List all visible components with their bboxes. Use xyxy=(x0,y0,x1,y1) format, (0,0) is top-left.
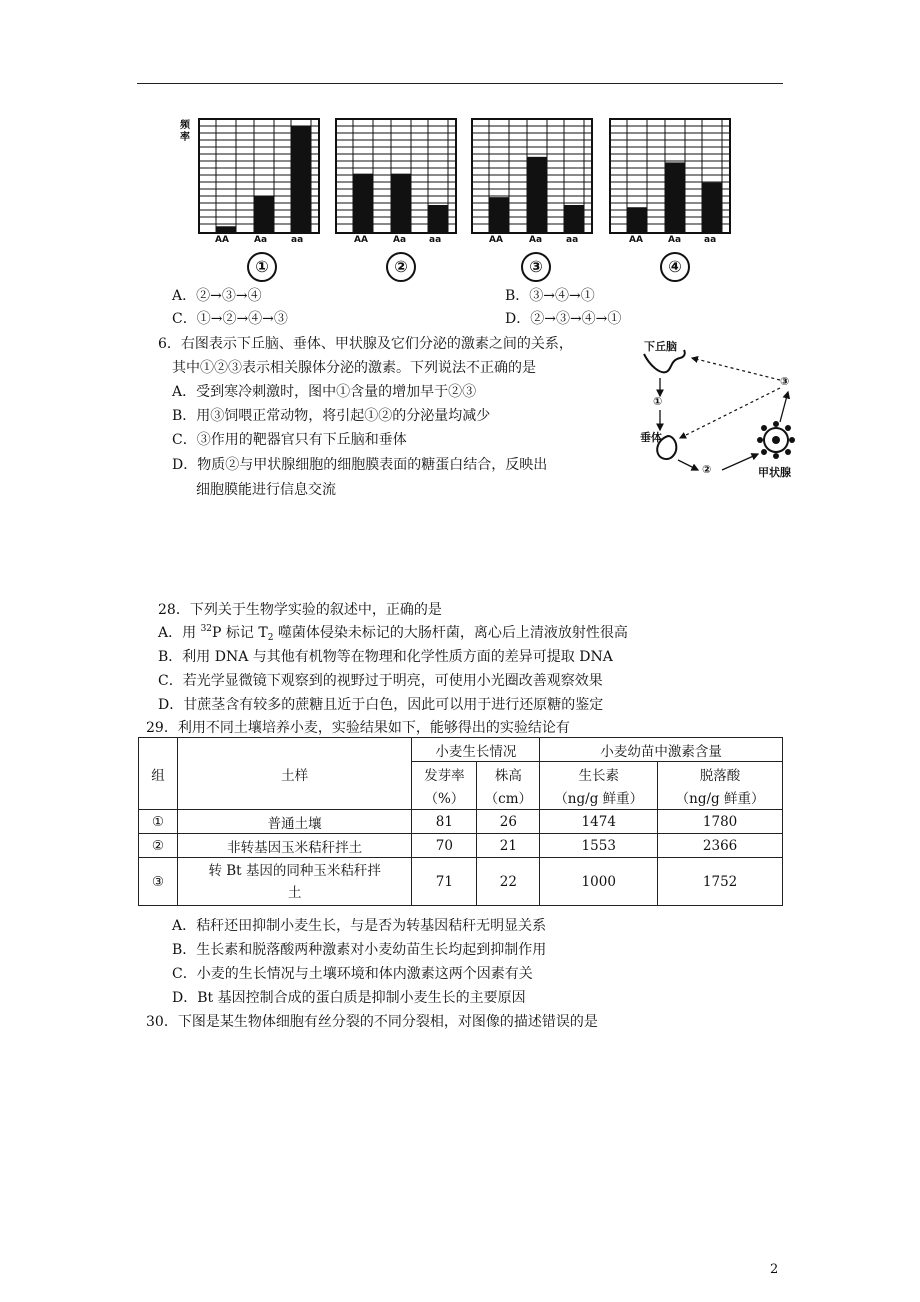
q28-option-b: B．利用 DNA 与其他有机物等在物理和化学性质方面的差异可提取 DNA xyxy=(158,649,613,665)
histogram-1 xyxy=(198,118,320,246)
q29-option-c: C．小麦的生长情况与土壤环境和体内激素这两个因素有关 xyxy=(172,966,533,982)
cell-aba: 1752 xyxy=(658,858,783,906)
cell-aba: 1780 xyxy=(658,810,783,834)
q28-option-a xyxy=(158,622,628,643)
q5-option-b: B．③→④→① xyxy=(505,288,595,304)
q28-option-a-superscript: 32 xyxy=(200,624,213,634)
q29-option-a: A．秸秆还田抑制小麦生长，与是否为转基因秸秆无明显关系 xyxy=(172,918,547,934)
q28-option-c: C．若光学显微镜下观察到的视野过于明亮，可使用小光圈改善观察效果 xyxy=(158,673,603,689)
table-row xyxy=(139,858,783,906)
cell-germ: 70 xyxy=(412,834,477,858)
x-label-aa: aa xyxy=(566,235,579,245)
label-hormone-3: ③ xyxy=(780,375,790,388)
bar-AA xyxy=(216,226,236,233)
chart-ylabel: 频 率 xyxy=(180,120,190,143)
x-label-aa: aa xyxy=(429,235,442,245)
x-label-Aa: Aa xyxy=(668,235,682,245)
q28-option-a-middle: P 标记 T xyxy=(212,625,268,641)
header-height-unit: （cm） xyxy=(477,786,540,810)
histogram-2-label: ② xyxy=(386,252,416,282)
header-soil: 土样 xyxy=(177,738,411,810)
bar-Aa xyxy=(391,174,411,233)
cell-auxin: 1553 xyxy=(540,834,658,858)
table-row xyxy=(139,834,783,858)
q6-option-c: C．③作用的靶器官只有下丘脑和垂体 xyxy=(172,432,407,448)
q6-option-a: A．受到寒冷刺激时，图中①含量的增加早于②③ xyxy=(172,384,477,400)
cell-soil xyxy=(177,858,411,906)
histogram-4-label: ④ xyxy=(660,252,690,282)
q28-option-d: D．甘蔗茎含有较多的蔗糖且近于白色，因此可以用于进行还原糖的鉴定 xyxy=(158,697,604,713)
x-label-aa: aa xyxy=(291,235,304,245)
header-auxin: 生长素 xyxy=(540,762,658,786)
bar-Aa xyxy=(527,157,547,233)
cell-soil-line2: 土 xyxy=(287,884,302,901)
header-germination-unit: （%） xyxy=(412,786,477,810)
q6-option-d: D．物质②与甲状腺细胞的细胞膜表面的糖蛋白结合，反映出 xyxy=(172,457,548,473)
label-pituitary: 垂体 xyxy=(640,431,662,444)
x-label-Aa: Aa xyxy=(393,235,407,245)
q5-option-d: D．②→③→④→① xyxy=(505,311,622,327)
q28-option-a-suffix: 噬菌体侵染未标记的大肠杆菌，离心后上清液放射性很高 xyxy=(273,625,628,641)
q30-stem: 30．下图是某生物体细胞有丝分裂的不同分裂相，对图像的描述错误的是 xyxy=(146,1014,598,1030)
x-label-aa: aa xyxy=(704,235,717,245)
x-label-Aa: Aa xyxy=(529,235,543,245)
label-thyroid: 甲状腺 xyxy=(758,466,791,479)
cell-germ: 71 xyxy=(412,858,477,906)
q6-stem-line2: 其中①②③表示相关腺体分泌的激素。下列说法不正确的是 xyxy=(172,360,536,376)
cell-group: ② xyxy=(139,834,178,858)
bar-Aa xyxy=(665,162,685,233)
q28-option-a-subscript: 2 xyxy=(267,633,274,643)
bar-aa xyxy=(291,125,311,233)
header-aba: 脱落酸 xyxy=(658,762,783,786)
cell-height: 22 xyxy=(477,858,540,906)
cell-group: ① xyxy=(139,810,178,834)
cell-height: 26 xyxy=(477,810,540,834)
header-group: 组 xyxy=(139,738,178,810)
cell-germ: 81 xyxy=(412,810,477,834)
histogram-3 xyxy=(471,118,593,246)
experiment-table xyxy=(138,737,783,906)
cell-aba: 2366 xyxy=(658,834,783,858)
cell-height: 21 xyxy=(477,834,540,858)
q5-option-a: A．②→③→④ xyxy=(172,288,262,304)
x-label-AA: AA xyxy=(489,235,503,245)
histogram-4 xyxy=(609,118,731,246)
q6-stem-line1: 6．右图表示下丘脑、垂体、甲状腺及它们分泌的激素之间的关系， xyxy=(158,336,573,352)
header-hormone: 小麦幼苗中激素含量 xyxy=(540,738,783,762)
endocrine-diagram xyxy=(640,336,810,486)
q6-option-d-continued: 细胞膜能进行信息交流 xyxy=(196,482,336,498)
cell-group: ③ xyxy=(139,858,178,906)
cell-soil: 普通土壤 xyxy=(177,810,411,834)
header-rule xyxy=(137,83,783,84)
bar-AA xyxy=(489,197,509,233)
histogram-3-label: ③ xyxy=(521,252,551,282)
bar-AA xyxy=(627,207,647,233)
x-label-Aa: Aa xyxy=(254,235,268,245)
header-height: 株高 xyxy=(477,762,540,786)
x-label-AA: AA xyxy=(354,235,368,245)
page-number: 2 xyxy=(770,1262,779,1277)
cell-soil-line1: 转 Bt 基因的同种玉米秸秆拌 xyxy=(208,862,381,879)
bar-AA xyxy=(353,174,373,233)
header-aba-unit: （ng/g 鲜重） xyxy=(658,786,783,810)
header-germination: 发芽率 xyxy=(412,762,477,786)
x-label-AA: AA xyxy=(629,235,643,245)
label-hypothalamus: 下丘脑 xyxy=(644,340,677,353)
label-hormone-1: ① xyxy=(653,395,663,408)
q6-option-b: B．用③饲喂正常动物，将引起①②的分泌量均减少 xyxy=(172,408,491,424)
label-hormone-2: ② xyxy=(702,463,712,476)
bar-aa xyxy=(564,205,584,233)
header-growth: 小麦生长情况 xyxy=(412,738,540,762)
cell-auxin: 1000 xyxy=(540,858,658,906)
q5-option-c: C．①→②→④→③ xyxy=(172,311,288,327)
histogram-2 xyxy=(335,118,457,246)
q28-stem: 28．下列关于生物学实验的叙述中，正确的是 xyxy=(158,602,442,618)
q29-option-d: D．Bt 基因控制合成的蛋白质是抑制小麦生长的主要原因 xyxy=(172,990,526,1006)
x-label-AA: AA xyxy=(215,235,229,245)
q29-stem: 29．利用不同土壤培养小麦，实验结果如下，能够得出的实验结论有 xyxy=(146,720,570,736)
histogram-1-label: ① xyxy=(247,252,277,282)
bar-Aa xyxy=(254,196,274,233)
q28-option-a-prefix: A．用 xyxy=(158,625,201,641)
bar-aa xyxy=(702,183,722,233)
q29-option-b: B．生长素和脱落酸两种激素对小麦幼苗生长均起到抑制作用 xyxy=(172,942,547,958)
cell-auxin: 1474 xyxy=(540,810,658,834)
bar-aa xyxy=(428,205,448,233)
header-auxin-unit: （ng/g 鲜重） xyxy=(540,786,658,810)
table-row xyxy=(139,810,783,834)
cell-soil: 非转基因玉米秸秆拌土 xyxy=(177,834,411,858)
